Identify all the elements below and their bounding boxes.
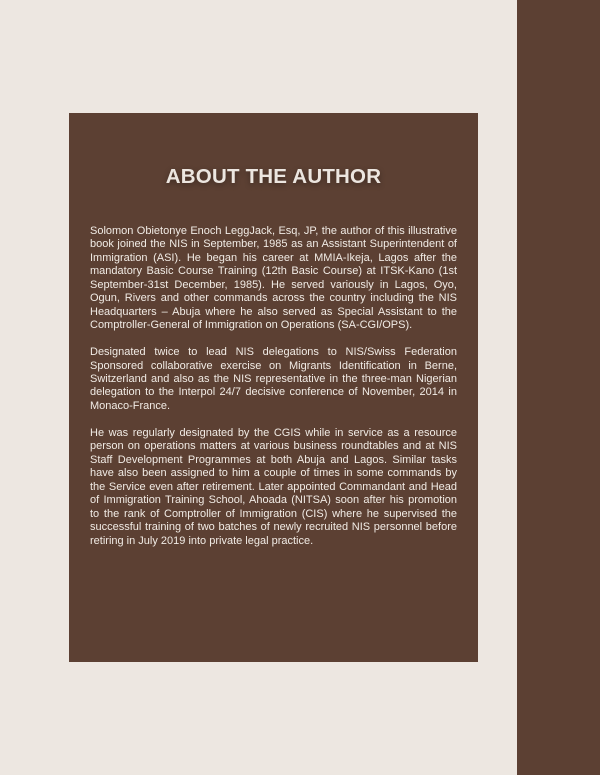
bio-paragraph-2: Designated twice to lead NIS delegations to NIS/Swiss Federation Sponsored collaborative exercise on Migrants Identification in Berne, Switzerland and also as the NIS representative in the three-man Nigerian delegation to the Interpol 24/7 decisive conference of November, 2014 in Monaco-France. bbox=[90, 346, 457, 412]
author-bio bbox=[90, 225, 457, 561]
page-title: ABOUT THE AUTHOR bbox=[165, 165, 382, 188]
about-author-panel bbox=[69, 113, 478, 662]
bio-paragraph-1: Solomon Obietonye Enoch LeggJack, Esq, JP, the author of this illustrative book joined the NIS in September, 1985 as an Assistant Superintendent of Immigration (ASI). He began his career at MMIA-Ikeja, Lagos after the mandatory Basic Course Training (12th Basic Course) at ITSK-Kano (1st September-31st December, 1985). He served variously in Lagos, Oyo, Ogun, Rivers and other commands across the country including the NIS Headquarters – Abuja where he also served as Special Assistant to the Comptroller-General of Immigration on Operations (SA-CGI/OPS). bbox=[90, 225, 457, 332]
decorative-side-bar bbox=[517, 0, 600, 775]
bio-paragraph-3: He was regularly designated by the CGIS while in service as a resource person on operations matters at various business roundtables and at NIS Staff Development Programmes at both Abuja and Lagos. Similar tasks have also been assigned to him a couple of times in some commands by the Service even after retirement. Later appointed Commandant and Head of Immigration Training School, Ahoada (NITSA) soon after his promotion to the rank of Comptroller of Immigration (CIS) where he supervised the successful training of two batches of newly recruited NIS personnel before retiring in July 2019 into private legal practice. bbox=[90, 426, 457, 547]
